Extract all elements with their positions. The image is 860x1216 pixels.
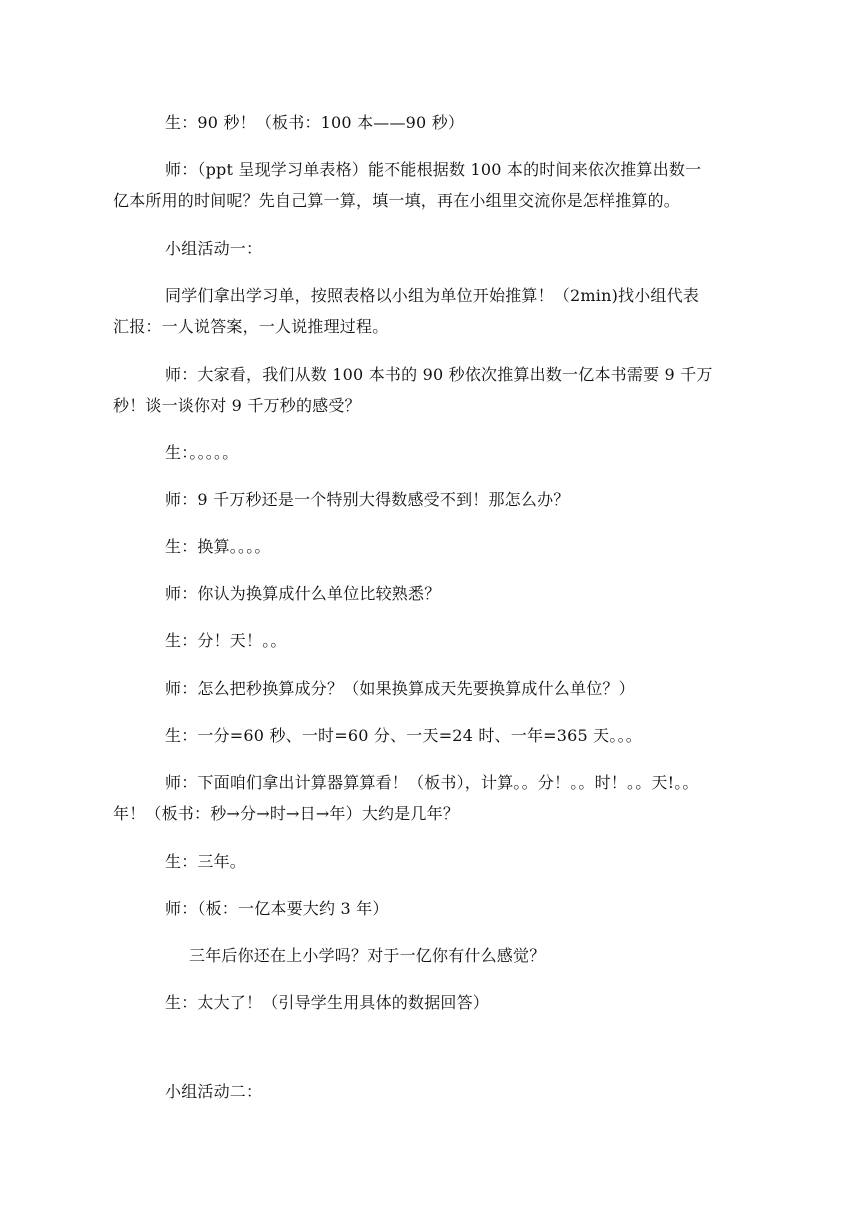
text-line: 汇报：一人说答案，一人说推理过程。 [113, 317, 389, 336]
text-line: 生：分！天！。。 [165, 631, 287, 650]
text-line: 师：大家看，我们从数 100 本书的 90 秒依次推算出数一亿本书需要 9 千万 [165, 365, 713, 384]
text-line: 年！（板书：秒→分→时→日→年）大约是几年？ [113, 804, 460, 823]
text-line: 生：太大了！（引导学生用具体的数据回答） [165, 993, 490, 1012]
section-heading: 小组活动一： [165, 239, 263, 258]
text-line: 师：下面咱们拿出计算器算算看！（板书），计算。。分！。。时！。。天!。。 [165, 773, 699, 792]
text-line: 师：你认为换算成什么单位比较熟悉？ [165, 584, 441, 603]
text-line: 师：9 千万秒还是一个特别大得数感受不到！那怎么办？ [165, 490, 570, 509]
text-line: 师：怎么把秒换算成分？（如果换算成天先要换算成什么单位？） [165, 679, 635, 698]
text-line: 生：换算。。。。 [165, 537, 271, 556]
text-line: 亿本所用的时间呢？先自己算一算，填一填，再在小组里交流你是怎样推算的。 [113, 191, 681, 210]
section-heading: 小组活动二： [165, 1082, 263, 1101]
text-line: 生：90 秒！（板书：100 本——90 秒） [165, 113, 465, 132]
text-line: 三年后你还在上小学吗？对于一亿你有什么感觉？ [189, 946, 546, 965]
text-line: 生：三年。 [165, 852, 247, 871]
text-line: 同学们拿出学习单，按照表格以小组为单位开始推算！（2min)找小组代表 [165, 286, 700, 305]
text-line: 生：。。。。。 [165, 443, 239, 462]
text-line: 师：（ppt 呈现学习单表格）能不能根据数 100 本的时间来依次推算出数一 [165, 160, 702, 179]
text-line: 师：（板：一亿本要大约 3 年） [165, 899, 389, 918]
text-line: 生：一分=60 秒、一时=60 分、一天=24 时、一年=365 天。。。 [165, 726, 642, 745]
text-line: 秒！谈一谈你对 9 千万秒的感受？ [113, 396, 361, 415]
